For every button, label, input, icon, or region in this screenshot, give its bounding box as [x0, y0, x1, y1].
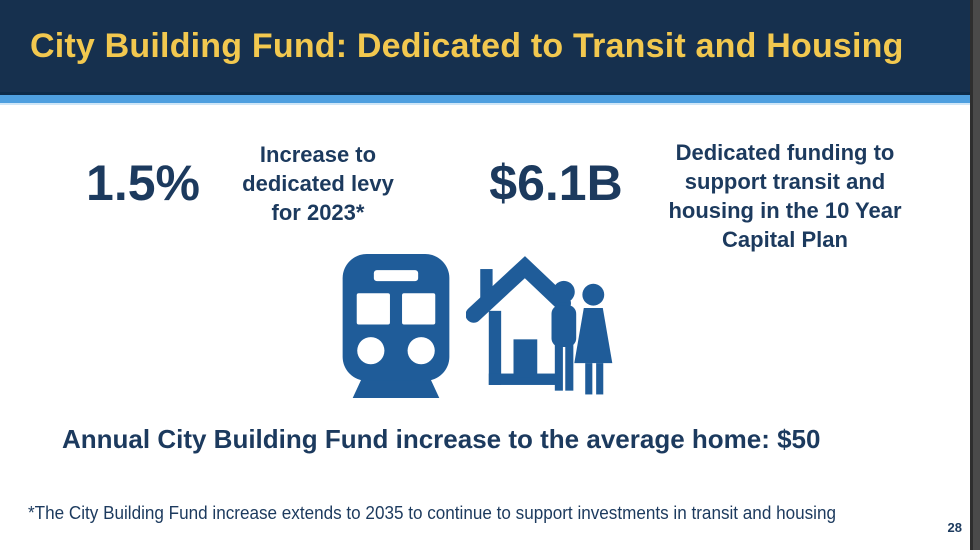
slide-header: [0, 0, 970, 92]
dedicated-funding-value: $6.1B: [489, 155, 623, 211]
train-icon: [340, 254, 452, 400]
slide-title: City Building Fund: Dedicated to Transit and Housing: [30, 26, 904, 65]
page-number: 28: [947, 520, 962, 535]
dedicated-funding-caption: Dedicated funding to support transit and housing in the 10 Year Capital Plan: [668, 140, 902, 252]
house-people-icon: [466, 252, 618, 402]
levy-increase-value: 1.5%: [86, 155, 200, 211]
viewer-edge-strip: [970, 0, 980, 550]
accent-stripe: [0, 92, 970, 105]
footnote: *The City Building Fund increase extends to 2035 to continue to support investments in transit and housing: [28, 503, 836, 523]
annual-increase-highlight: Annual City Building Fund increase to the average home: $50: [62, 424, 821, 454]
levy-increase-caption: Increase to dedicated levy for 2023*: [242, 142, 394, 225]
